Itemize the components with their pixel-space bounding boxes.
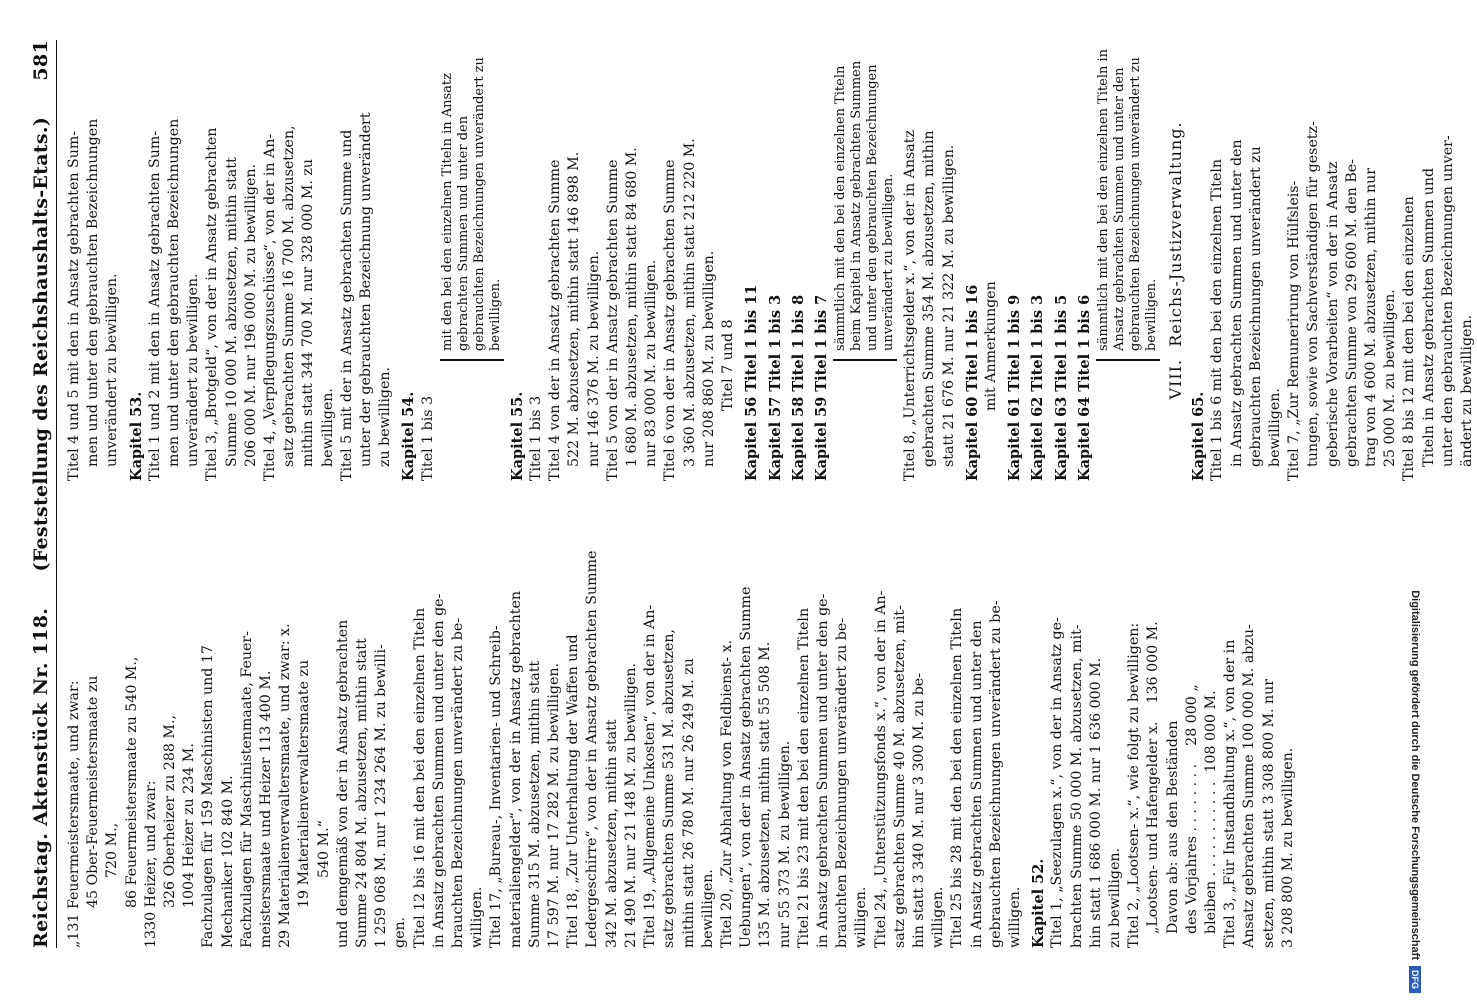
text-line: Titel 19, „Allgemeine Unkosten“, von der in An- bbox=[642, 604, 659, 948]
text-line: Titel 25 bis 28 mit den bei den einzelnen Titeln bbox=[949, 607, 966, 948]
text-line: Ansatz gebrachten Summe 100 000 M. abzu- bbox=[1241, 624, 1258, 948]
text-line: Titel 4 von der in Ansatz gebrachten Summe bbox=[547, 159, 564, 481]
text-line: 1 259 068 M. nur 1 234 264 M. zu bewilli- bbox=[373, 644, 390, 948]
text-line: satz gebrachten Summe 531 M. abzusetzen, bbox=[661, 629, 678, 948]
text-line: 342 M. abzusetzen, mithin statt bbox=[603, 719, 620, 948]
brace-note: sämmtlich mit den bei den einzelnen Titeln in Ansatz gebrachten Summen und unter den gebrauchten Bezeichnungen unverändert zu bewilligen. bbox=[1096, 40, 1160, 361]
page-number: 581 bbox=[30, 40, 52, 81]
text-line: trag von 4 600 M. abzusetzen, mithin nur bbox=[1362, 167, 1379, 467]
text-line: „Lootsen- und Hafengelder x. 136 000 M. bbox=[1145, 621, 1162, 934]
text-line: unverändert zu bewilligen. bbox=[104, 273, 121, 467]
text-line: men und unter den gebrauchten Bezeichnungen bbox=[166, 118, 183, 467]
chapter-heading: Kapitel 53. bbox=[127, 391, 145, 481]
text-line: 86 Feuermeistersmaate zu 540 M., bbox=[123, 656, 140, 908]
text-line: zu bewilligen. bbox=[377, 366, 394, 467]
text-line: 1330 Heizer, und zwar: bbox=[142, 780, 159, 948]
text-line: meistersmaate und Heizer 113 400 M. bbox=[258, 670, 275, 948]
text-line: willigen. bbox=[930, 886, 947, 948]
text-line: hin statt 1 686 000 M. nur 1 636 000 M. bbox=[1087, 657, 1104, 948]
text-line: hin statt 3 340 M. nur 3 300 M. zu be- bbox=[910, 673, 927, 948]
text-line: Titel 5 mit der in Ansatz gebrachten Summe und bbox=[338, 129, 355, 481]
text-line: unter der gebrauchten Bezeichnung unverändert bbox=[358, 112, 375, 467]
text-line: Titel 3, „Brotgeld“, von der in Ansatz gebrachten bbox=[204, 127, 221, 481]
text-line: in Ansatz gebrachten Summen und unter den ge- bbox=[430, 593, 447, 948]
chapter-heading: Kapitel 65. bbox=[1190, 391, 1208, 481]
text-line: Fachzulagen für 159 Maschinisten und 17 bbox=[200, 645, 217, 948]
left-column bbox=[65, 507, 1477, 948]
text-line: men und unter den gebrauchten Bezeichnungen bbox=[85, 118, 102, 467]
text-line: in Ansatz gebrachten Summen und unter den ge- bbox=[814, 593, 831, 948]
page-header bbox=[30, 40, 57, 948]
text-line: Ledergeschirre“, von der in Ansatz gebrachten Summe bbox=[584, 550, 601, 948]
text-line: „131 Feuermeistersmaate, und zwar: bbox=[66, 680, 82, 948]
text-line: nur 55 373 M. zu bewilligen. bbox=[776, 740, 793, 948]
text-line: Titel 1 und 2 mit den in Ansatz gebrachten Sum- bbox=[146, 130, 163, 481]
text-line: Titel 1, „Seezulagen x.“, von der in Ansatz ge- bbox=[1049, 617, 1066, 948]
text-line: Titel 20, „Zur Abhaltung von Feldbienst- x. bbox=[718, 639, 735, 948]
chapter-heading: Kapitel 55. bbox=[508, 391, 526, 481]
brace-note: mit den bei den einzelnen Titeln in Ansatz gebrachten Summen und unter den gebrauchten Bezeichnungen unverändert zu bewilligen. bbox=[440, 40, 504, 361]
text-line: Summe 24 804 M. abzusetzen, mithin statt bbox=[354, 638, 371, 948]
text-line: nur 83 000 M. zu bewilligen. bbox=[643, 259, 660, 467]
text-line: in Ansatz gebrachten Summen und unter den bbox=[1228, 139, 1245, 467]
text-line: Titeln in Ansatz gebrachten Summen und bbox=[1420, 167, 1437, 467]
chapter-heading: Kapitel 57 Titel 1 bis 3 bbox=[766, 294, 784, 481]
text-line: und demgemäß von der in Ansatz gebrachten bbox=[334, 619, 351, 948]
text-line: 540 M.“ bbox=[315, 820, 332, 878]
text-line: Titel 1 bis 3 bbox=[528, 395, 545, 481]
text-line: Summe 315 M. abzusetzen, mithin statt bbox=[526, 660, 543, 948]
text-line: gebrachten Summe 354 M. abzusetzen, mithin bbox=[921, 130, 938, 467]
text-line: statt 21 676 M. nur 21 322 M. zu bewilligen. bbox=[940, 144, 957, 467]
text-line: Titel 4, „Verpflegungszuschüsse“, von der in An- bbox=[262, 133, 279, 481]
text-line: Titel 8 bis 12 mit den bei den einzelnen bbox=[1401, 196, 1418, 481]
text-line: willigen. bbox=[853, 886, 870, 948]
text-line: des Vorjahres . . . . . . . . 28 000 „ bbox=[1183, 684, 1200, 934]
text-columns bbox=[65, 40, 1477, 948]
text-line: Titel 7 und 8 bbox=[720, 319, 737, 411]
text-line: mit Anmerkungen bbox=[982, 281, 999, 411]
brace-note: sämmtlich mit den bei den einzelnen Titeln beim Kapitel in Ansatz gebrachten Summen und unter den gebrauchten Bezeichnungen unverändert zu bewilligen. bbox=[833, 40, 897, 361]
text-line: 1004 Heizer zu 234 M. bbox=[181, 743, 198, 908]
right-column bbox=[65, 40, 1477, 481]
text-line: 720 M., bbox=[104, 822, 121, 878]
text-line: bewilligen. bbox=[1266, 388, 1283, 467]
text-line: gebrauchten Bezeichnungen unverändert zu bbox=[1247, 146, 1264, 467]
text-line: 21 490 M. nur 21 148 M. zu bewilligen. bbox=[622, 663, 639, 948]
chapter-heading: Kapitel 62 Titel 1 bis 3 bbox=[1029, 294, 1047, 481]
section-heading: VIII. Reichs-Justizverwaltung. bbox=[1165, 121, 1185, 400]
text-line: tungen, sowie von Sachverständigen für gesetz- bbox=[1305, 121, 1322, 467]
text-line: Davon ab: aus den Beständen bbox=[1164, 720, 1181, 934]
text-line: brauchten Bezeichnungen unverändert zu be- bbox=[834, 617, 851, 948]
text-line: brauchten Bezeichnungen unverändert zu be- bbox=[450, 617, 467, 948]
text-line: Summe 10 000 M. abzusetzen, mithin statt bbox=[223, 157, 240, 467]
text-line: Titel 3, „Für Instandhaltung x.“, von der in bbox=[1222, 639, 1239, 948]
text-line: satz gebrachten Summe 16 700 M. abzusetzen, bbox=[281, 125, 298, 467]
text-line: zu bewilligen. bbox=[1106, 847, 1123, 948]
chapter-heading: Kapitel 60 Titel 1 bis 16 bbox=[963, 284, 981, 481]
text-line: 3 208 800 M. zu bewilligen. bbox=[1279, 747, 1296, 948]
chapter-heading: Kapitel 52. bbox=[1030, 858, 1048, 948]
text-line: Titel 6 von der in Ansatz gebrachten Summe bbox=[662, 159, 679, 481]
chapter-heading: Kapitel 63 Titel 1 bis 5 bbox=[1052, 294, 1070, 481]
text-line: Titel 7, „Zur Remunerirung von Hülfsleis- bbox=[1286, 180, 1303, 481]
credit-text: Digitalisierung gefördert durch die Deutsche Forschungsgemeinschaft bbox=[1409, 590, 1421, 960]
chapter-heading: Kapitel 54. bbox=[400, 391, 418, 481]
chapter-heading: Kapitel 59 Titel 1 bis 7 bbox=[812, 294, 830, 481]
text-line: Titel 5 von der in Ansatz gebrachten Summe bbox=[604, 159, 621, 481]
text-line: willigen. bbox=[469, 886, 486, 948]
chapter-heading: Kapitel 64 Titel 1 bis 6 bbox=[1075, 294, 1093, 481]
text-line: 326 Oberheizer zu 288 M., bbox=[162, 715, 179, 908]
text-line: gebrauchten Bezeichnungen unverändert zu be- bbox=[987, 600, 1004, 948]
digitization-credit bbox=[1404, 8, 1426, 993]
text-line: Titel 4 und 5 mit den in Ansatz gebrachten Sum- bbox=[66, 130, 82, 481]
text-line: 522 M. abzusetzen, mithin statt 146 898 M. bbox=[566, 151, 583, 467]
text-line: gen. bbox=[392, 916, 409, 948]
text-line: satz gebrachten Summe 40 M. abzusetzen, mit- bbox=[891, 605, 908, 948]
header-title: (Feststellung des Reichshaushalts-Etats.) bbox=[30, 116, 52, 572]
chapter-heading: Kapitel 61 Titel 1 bis 9 bbox=[1006, 294, 1024, 481]
text-line: mithin statt 344 700 M. nur 328 000 M. zu bbox=[300, 159, 317, 467]
text-line: Titel 1 bis 3 bbox=[419, 395, 436, 481]
chapter-heading: Kapitel 58 Titel 1 bis 8 bbox=[789, 294, 807, 481]
text-line: Titel 1 bis 6 mit den bei den einzelnen Titeln bbox=[1209, 158, 1226, 481]
text-line: Titel 17, „Bureau-, Inventarien- und Schreib- bbox=[488, 625, 505, 948]
text-line: 29 Materialienverwaltersmaate, und zwar: x. bbox=[277, 623, 294, 948]
text-line: nur 208 860 M. zu bewilligen. bbox=[700, 250, 717, 467]
text-line: mithin statt 26 780 M. nur 26 249 M. zu bbox=[680, 658, 697, 948]
text-line: gebrachten Summe von 29 600 M. den Be- bbox=[1343, 159, 1360, 467]
text-line: unverändert zu bewilligen. bbox=[185, 273, 202, 467]
text-line: willigen. bbox=[1006, 886, 1023, 948]
text-line: 3 360 M. abzusetzen, mithin statt 212 220 M. bbox=[681, 138, 698, 467]
text-line: setzen, mithin statt 3 308 800 M. nur bbox=[1260, 678, 1277, 948]
text-line: Fachzulagen für Maschinistenmaate, Feuer- bbox=[238, 631, 255, 948]
text-line: 45 Ober-Feuermeistersmaate zu bbox=[85, 675, 102, 908]
text-line: 135 M. abzusetzen, mithin statt 55 508 M. bbox=[757, 641, 774, 948]
text-line: bleiben . . . . . . . . . . . 108 000 M. bbox=[1202, 690, 1219, 934]
text-line: bewilligen. bbox=[699, 869, 716, 948]
text-line: nur 146 376 M. zu bewilligen. bbox=[585, 250, 602, 467]
text-line: geberische Vorarbeiten“ von der in Ansatz bbox=[1324, 161, 1341, 467]
text-line: Uebungen“, von der in Ansatz gebrachten Summe bbox=[738, 586, 755, 948]
text-line: unter den gebrauchten Bezeichnungen unver- bbox=[1439, 135, 1456, 467]
text-line: in Ansatz gebrachten Summen und unter den bbox=[968, 620, 985, 948]
text-line: brachten Summe 50 000 M. abzusetzen, mit- bbox=[1068, 624, 1085, 948]
text-line: Titel 21 bis 23 mit den bei den einzelnen Titeln bbox=[795, 607, 812, 948]
text-line: Titel 18, „Zur Unterhaltung der Waffen und bbox=[565, 634, 582, 948]
text-line: 19 Materialienverwaltersmaate zu bbox=[296, 659, 313, 908]
text-line: Titel 12 bis 16 mit den bei den einzelnen Titeln bbox=[411, 607, 428, 948]
text-line: 17 597 M. nur 17 282 M. zu bewilligen. bbox=[546, 663, 563, 948]
header-left: Reichstag. Aktenstück Nr. 118. bbox=[30, 607, 52, 948]
text-line: bewilligen. bbox=[319, 388, 336, 467]
dfg-logo: DFG bbox=[1409, 966, 1421, 993]
chapter-heading: Kapitel 56 Titel 1 bis 11 bbox=[743, 284, 761, 481]
text-line: 206 000 M. nur 196 000 M. zu bewilligen. bbox=[242, 163, 259, 467]
text-line: Titel 8, „Unterrichtsgelder x.“, von der in Ansatz bbox=[902, 130, 919, 481]
text-line: Mechaniker 102 840 M. bbox=[219, 775, 236, 948]
text-line: ändert zu bewilligen. bbox=[1458, 314, 1475, 467]
text-line: materialiengelder“, von der in Ansatz gebrachten bbox=[507, 590, 524, 948]
text-line: Titel 2, „Lootsen- x.“, wie folgt zu bewilligen: bbox=[1126, 622, 1143, 948]
text-line: 1 680 M. abzusetzen, mithin statt 84 680 M. bbox=[624, 147, 641, 467]
text-line: Titel 24, „Unterstützungsfonds x.“, von der in An- bbox=[872, 590, 889, 948]
text-line: 25 000 M. zu bewilligen. bbox=[1382, 289, 1399, 467]
